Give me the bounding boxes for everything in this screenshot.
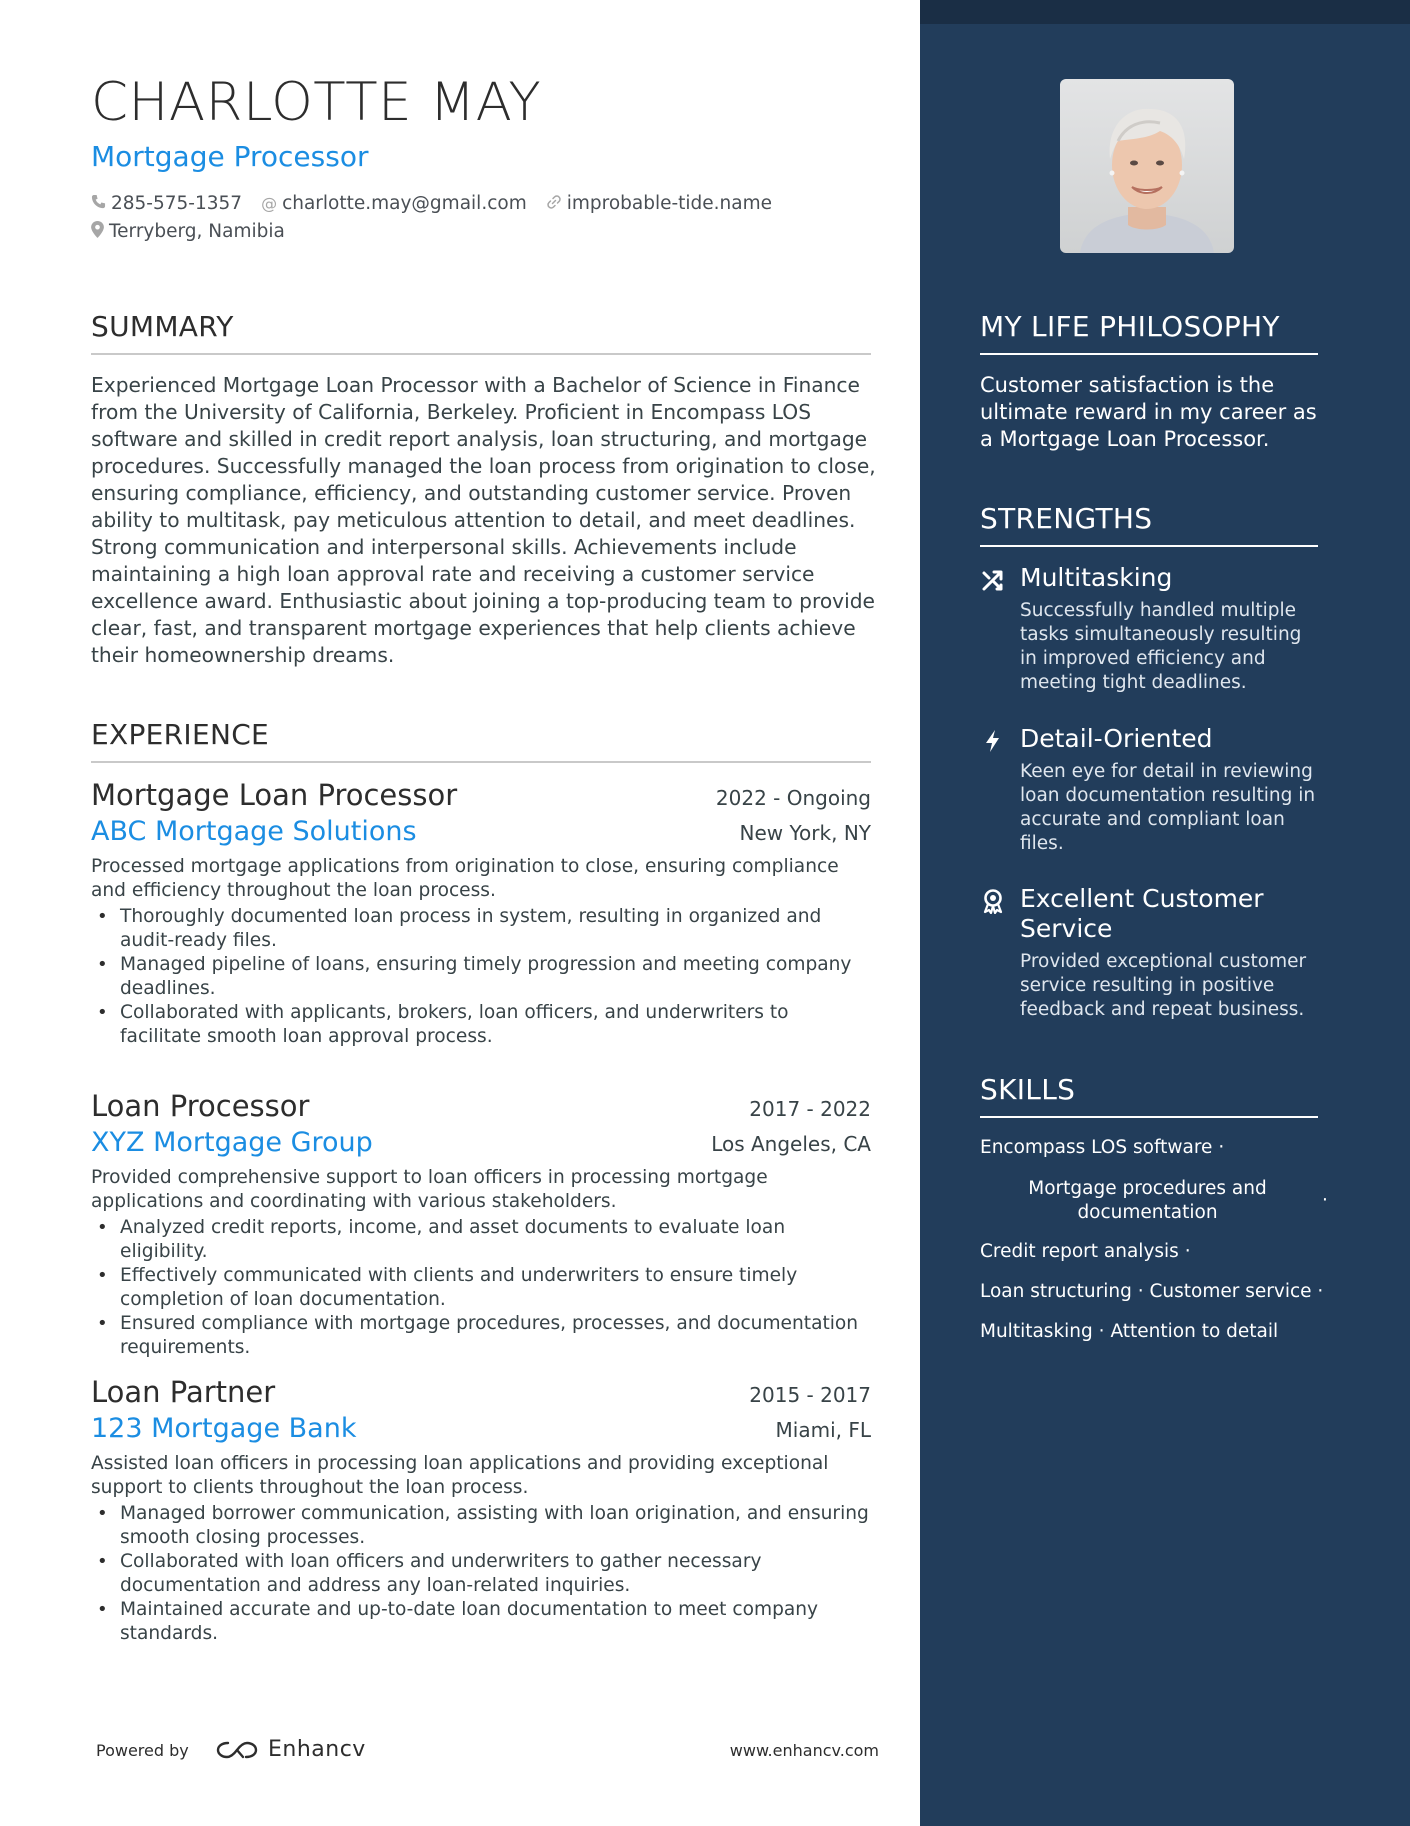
- skill-tag: Encompass LOS software: [980, 1137, 1213, 1158]
- powered-by-label: Powered by: [96, 1741, 189, 1760]
- job-entry: [91, 1375, 871, 1646]
- job-bullets: [91, 1502, 871, 1646]
- skill-row: [980, 1281, 1323, 1302]
- strength-title: Excellent Customer Service: [1020, 884, 1264, 943]
- skill-separator: ·: [1212, 1137, 1225, 1158]
- multitasking-icon: [980, 567, 1006, 593]
- job-role: Mortgage Loan Processor: [91, 778, 458, 812]
- skill-tag: Credit report analysis: [980, 1241, 1179, 1262]
- skill-row: [980, 1241, 1191, 1262]
- location-pin-icon: [91, 221, 104, 242]
- job-bullet: • Effectively communicated with clients and underwriters to ensure timely completion of loan documentation.: [91, 1264, 871, 1312]
- skill-tag: Loan structuring: [980, 1281, 1132, 1302]
- strength-title: Multitasking: [1020, 563, 1173, 592]
- skill-row: [980, 1137, 1224, 1158]
- job-location: New York, NY: [739, 821, 871, 845]
- philosophy-text: Customer satisfaction is the ultimate reward in my career as a Mortgage Loan Processor.: [980, 373, 1317, 451]
- job-bullet: • Ensured compliance with mortgage procedures, processes, and documentation requirements.: [91, 1312, 871, 1360]
- job-role: Loan Processor: [91, 1089, 310, 1123]
- job-role: Loan Partner: [91, 1375, 276, 1409]
- candidate-name: CHARLOTTE MAY: [91, 72, 542, 133]
- job-dates: 2015 - 2017: [749, 1383, 871, 1407]
- job-bullets: [91, 905, 871, 1049]
- strength-description: Successfully handled multiple tasks simultaneously resulting in improved efficiency and meeting tight deadlines.: [1020, 600, 1302, 693]
- skill-separator: ·: [1311, 1281, 1324, 1302]
- job-bullet: • Analyzed credit reports, income, and asset documents to evaluate loan eligibility.: [91, 1216, 871, 1264]
- job-dates: 2022 - Ongoing: [715, 786, 871, 810]
- location-row: [91, 221, 290, 242]
- job-bullet: • Maintained accurate and up-to-date loan documentation to meet company standards.: [91, 1598, 871, 1646]
- job-entry: [91, 778, 871, 1049]
- enhancv-logo-icon: [214, 1738, 260, 1762]
- philosophy-heading: MY LIFE PHILOSOPHY: [980, 310, 1318, 355]
- email-text[interactable]: charlotte.may@gmail.com: [282, 193, 527, 214]
- strength-description: Provided exceptional customer service resulting in positive feedback and repeat business.: [1020, 951, 1307, 1020]
- award-icon: [980, 888, 1006, 914]
- skill-tag: Attention to detail: [1110, 1321, 1279, 1342]
- footer: [96, 1737, 879, 1765]
- strength-item: [980, 563, 1320, 695]
- skill-tag: Mortgage procedures and documentation: [1028, 1178, 1267, 1223]
- job-bullet: • Thoroughly documented loan process in system, resulting in organized and audit-ready files.: [91, 905, 871, 953]
- job-location: Miami, FL: [775, 1418, 871, 1442]
- at-icon: @: [261, 194, 278, 213]
- job-bullet: • Collaborated with applicants, brokers, loan officers, and underwriters to facilitate smooth loan approval process.: [91, 1001, 871, 1049]
- summary-heading: SUMMARY: [91, 310, 871, 355]
- skills-heading: SKILLS: [980, 1073, 1318, 1118]
- footer-url[interactable]: www.enhancv.com: [729, 1741, 879, 1760]
- skill-separator: ·: [1178, 1241, 1191, 1262]
- job-description: Provided comprehensive support to loan officers in processing mortgage applications and coordinating with various stakeholders.: [91, 1167, 768, 1212]
- strength-description: Keen eye for detail in reviewing loan documentation resulting in accurate and compliant loan files.: [1020, 761, 1316, 854]
- candidate-title: Mortgage Processor: [91, 140, 369, 173]
- job-company[interactable]: XYZ Mortgage Group: [91, 1127, 373, 1158]
- experience-heading: EXPERIENCE: [91, 718, 871, 763]
- sidebar-top-bar: [920, 0, 1410, 24]
- skill-row: [980, 1321, 1278, 1342]
- strength-item: [980, 884, 1320, 1022]
- job-bullet: • Managed borrower communication, assisting with loan origination, and ensuring smooth closing processes.: [91, 1502, 871, 1550]
- location-text: Terryberg, Namibia: [109, 221, 285, 242]
- lightning-icon: [980, 728, 1006, 754]
- enhancv-logo[interactable]: [214, 1737, 366, 1762]
- skill-separator: ·: [1322, 1190, 1328, 1211]
- job-description: Processed mortgage applications from origination to close, ensuring compliance and efficiency throughout the loan process.: [91, 856, 839, 901]
- job-bullet: • Collaborated with loan officers and underwriters to gather necessary documentation and address any loan-related inquiries.: [91, 1550, 871, 1598]
- job-bullets: [91, 1216, 871, 1360]
- enhancv-wordmark: Enhancv: [268, 1737, 366, 1762]
- contact-row: [91, 193, 777, 214]
- job-description: Assisted loan officers in processing loan applications and providing exceptional support to clients throughout the loan process.: [91, 1453, 829, 1498]
- job-bullet: • Managed pipeline of loans, ensuring timely progression and meeting company deadlines.: [91, 953, 871, 1001]
- skill-tag: Multitasking: [980, 1321, 1093, 1342]
- job-entry: [91, 1089, 871, 1360]
- summary-text: Experienced Mortgage Loan Processor with a Bachelor of Science in Finance from the University of California, Berkeley. Proficient in Encompass LOS software and skilled in credit report analysis, loan structuring, and mortgage procedures. Successfully managed the loan process from origination to close, ensuring compliance, efficiency, and outstanding customer service. Proven ability to multitask, pay meticulous attention to detail, and meet deadlines. Strong communication and interpersonal skills. Achievements include maintaining a high loan approval rate and receiving a customer service excellence award. Enthusiastic about joining a top-producing team to provide clear, fast, and transparent mortgage experiences that help clients achieve their homeownership dreams.: [91, 373, 876, 667]
- strengths-heading: STRENGTHS: [980, 502, 1318, 547]
- skill-separator: ·: [1092, 1321, 1111, 1342]
- phone-text[interactable]: 285-575-1357: [111, 193, 243, 214]
- job-location: Los Angeles, CA: [711, 1132, 871, 1156]
- link-icon: [546, 194, 562, 214]
- skill-separator: ·: [1131, 1281, 1150, 1302]
- website-text[interactable]: improbable-tide.name: [566, 193, 773, 214]
- job-company[interactable]: ABC Mortgage Solutions: [91, 816, 417, 847]
- job-dates: 2017 - 2022: [749, 1097, 871, 1121]
- phone-icon: [91, 194, 106, 213]
- job-company[interactable]: 123 Mortgage Bank: [91, 1413, 357, 1444]
- strength-item: [980, 724, 1320, 856]
- profile-photo: [1060, 79, 1234, 253]
- strength-title: Detail-Oriented: [1020, 724, 1213, 753]
- skill-tag: Customer service: [1149, 1281, 1312, 1302]
